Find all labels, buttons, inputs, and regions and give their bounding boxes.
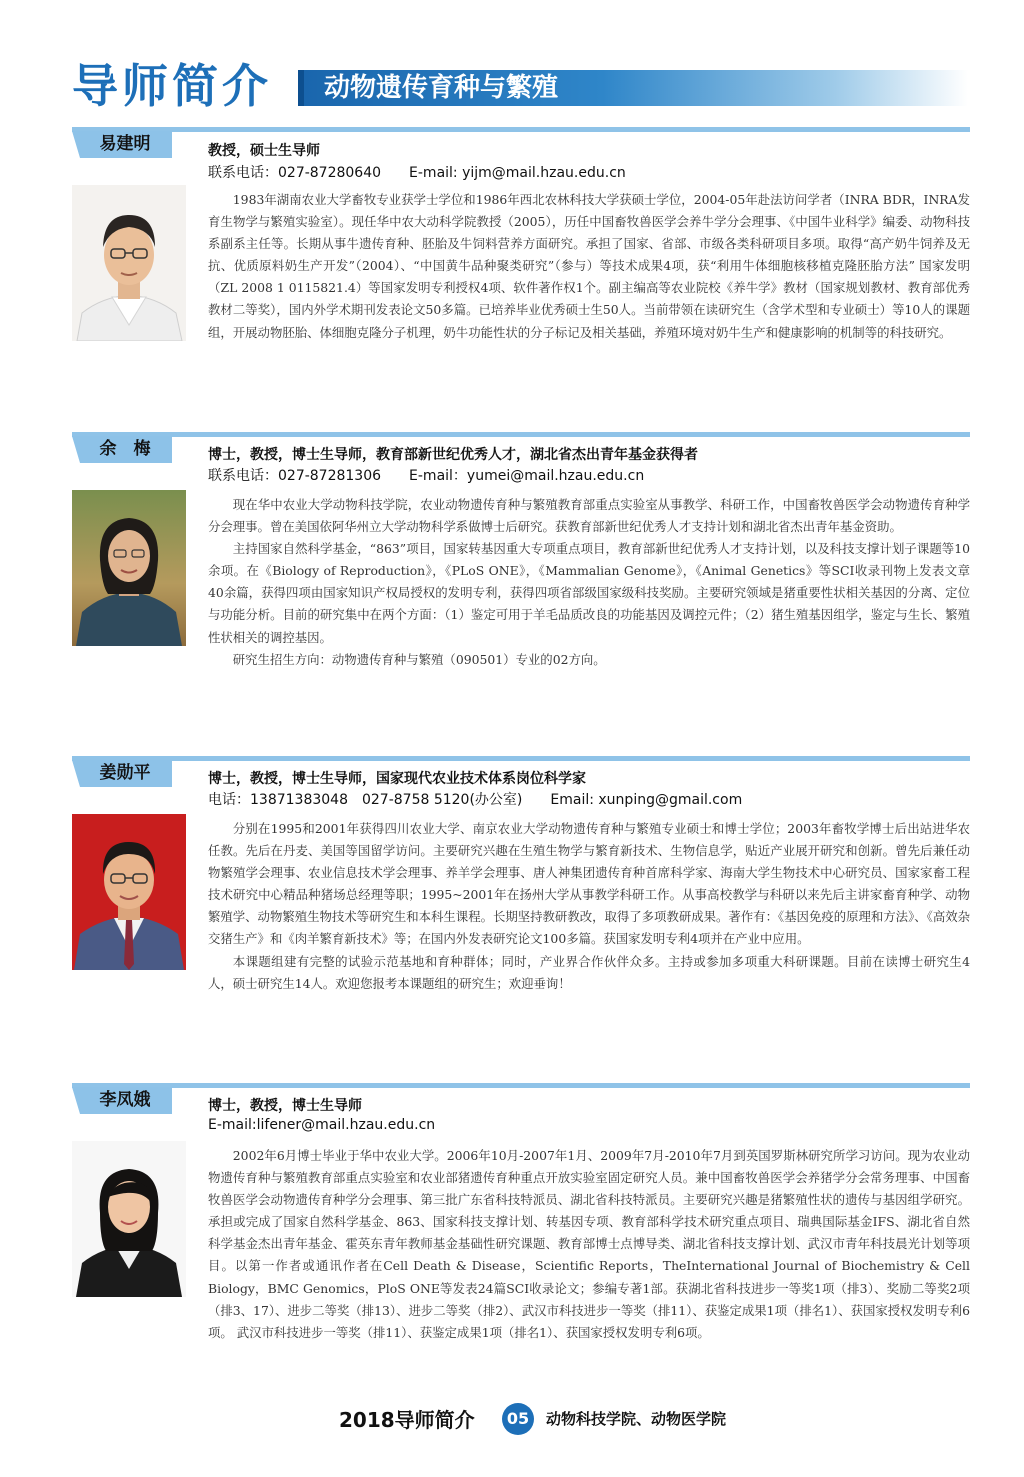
profile-contact (208, 789, 742, 809)
section-divider (72, 127, 970, 132)
page-header (72, 59, 972, 113)
bio-paragraph: 本课题组建有完整的试验示范基地和育种群体；同时，产业界合作伙伴众多。主持或参加多项重大科研课题。目前在读博士研究生4人，硕士研究生14人。欢迎您报考本课题组的研究生；欢迎垂询！ (208, 953, 970, 991)
profile-name: 李凤娥 (99, 1090, 151, 1110)
page-title: 导师简介 (72, 59, 272, 113)
profile-title: 博士，教授，博士生导师，国家现代农业技术体系岗位科学家 (208, 771, 586, 787)
profile-section (72, 127, 970, 397)
bio-paragraph: 主持国家自然科学基金，“863”项目，国家转基因重大专项重点项目，教育部新世纪优秀人才支持计划，以及科技支撑计划子课题等10余项。在《Biology of Reproduction》，《PLoS ONE》，《Mammalian Genome》，《Animal Genetics》等SCI收录刊物上发表文章40余篇，获得四项由国家知识产权局授权的发明专利，获得四项省部级国家级科技奖励。主要研究领域是猪重要性状相关基因的分离、定位与功能分析。目前的研究集中在两个方面：（1）鉴定可用于羊毛品质改良的功能基因及调控元件；（2）猪生殖基因组学，鉴定与生长、繁殖性状相关的调控基因。 (208, 541, 970, 645)
profile-section (72, 756, 970, 1046)
bio-paragraph: 2002年6月博士毕业于华中农业大学。2006年10月-2007年1月、2009年7月-2010年7月到英国罗斯林研究所学习访问。现为农业动物遗传育种与繁殖教育部重点实验室和农业部猪遗传育种重点开放实验室固定研究人员。兼中国畜牧兽医学会养猪学分会常务理事、中国畜牧兽医学会动物遗传育种学分会理事、第三批广东省科技特派员、湖北省科技特派员。主要研究兴趣是猪繁殖性状的遗传与基因组学研究。承担或完成了国家自然科学基金、863、国家科技支撑计划、转基因专项、教育部科学技术研究重点项目、瑞典国际基金IFS、湖北省自然科学基金杰出青年基金、霍英东青年教师基金基础性研究课题、教育部博士点博导类、湖北省科技支撑计划、武汉市青年科技晨光计划等项目。以第一作者或通讯作者在Cell Death & Disease，Scientific Reports，TheInternational Journal of Biochemistry & Cell Biology，BMC Genomics，PloS ONE等发表24篇SCI收录论文；参编专著1部。获湖北省科技进步一等奖1项（排3）、奖励二等奖2项（排3、17）、进步二等奖（排13）、进步二等奖（排2）、武汉市科技进步一等奖（排11）、获鉴定成果1项（排名1）、获国家授权发明专利6项。 武汉市科技进步一等奖（排11）、获鉴定成果1项（排名1）、获国家授权发明专利6项。 (208, 1148, 970, 1340)
portrait-illustration (72, 185, 186, 341)
profile-name: 易建明 (99, 134, 151, 154)
profile-contact (208, 1117, 435, 1133)
profile-email[interactable]: E-mail: yijm@mail.hzau.edu.cn (409, 165, 626, 181)
profile-bio (208, 1145, 970, 1344)
profile-name: 余 梅 (99, 439, 151, 459)
profile-photo (72, 185, 186, 341)
profile-name: 姜勋平 (99, 763, 151, 783)
bio-paragraph: 分别在1995和2001年获得四川农业大学、南京农业大学动物遗传育种与繁殖专业硕士和博士学位；2003年畜牧学博士后出站进华农任教。先后在丹麦、美国等国留学访问。主要研究兴趣在生殖生物学与繁育新技术、生物信息学，贴近产业展开研究和创新。曾先后兼任动物繁殖学会理事、农业信息技术学会理事、养羊学会理事、唐人神集团遗传育种首席科学家、海南大学生物技术中心研究员、国家家畜工程技术研究中心精品种猪场总经理等职；1995~2001年在扬州大学从事教学科研工作。从事高校教学与科研以来先后主讲家畜育种学、动物繁殖学、动物繁殖生物技术等研究生和本科生课程。长期坚持教研教改，取得了多项教研成果。著作有：《基因免疫的原理和方法》、《高效杂交猪生产》和《肉羊繁育新技术》等；在国内外发表研究论文100多篇。获国家发明专利4项并在产业中应用。 (208, 821, 971, 947)
footer-title: 2018导师简介 (339, 1408, 475, 1432)
profile-bio (208, 189, 970, 344)
section-divider (72, 432, 970, 437)
section-divider (72, 1083, 970, 1088)
section-divider (72, 756, 970, 761)
footer-institution: 动物科技学院、动物医学院 (546, 1410, 727, 1428)
bio-paragraph: 现在华中农业大学动物科技学院，农业动物遗传育种与繁殖教育部重点实验室从事教学、科研工作，中国畜牧兽医学会动物遗传育种学分会理事。曾在美国依阿华州立大学动物科学系做博士后研究。获教育部新世纪优秀人才支持计划和湖北省杰出青年基金资助。 (208, 497, 970, 535)
profile-email[interactable]: E-mail：yumei@mail.hzau.edu.cn (409, 468, 645, 484)
profile-section (72, 432, 970, 722)
profile-photo (72, 814, 186, 970)
profile-title: 博士，教授，博士生导师，教育部新世纪优秀人才，湖北省杰出青年基金获得者 (208, 447, 698, 463)
page-footer (0, 1400, 1024, 1440)
bio-paragraph: 1983年湖南农业大学畜牧专业获学士学位和1986年西北农林科技大学获硕士学位，2004-05年赴法访问学者（INRA BDR，INRA发育生物学与繁殖实验室）。现任华中农大动科学院教授（2005），历任中国畜牧兽医学会养牛学分会理事、《中国牛业科学》编委、动物科技系副系主任等。长期从事牛遗传育种、胚胎及牛饲料营养方面研究。承担了国家、省部、市级各类科研项目多项。取得“高产奶牛饲养及无抗、优质原料奶生产开发”（2004）、“中国黄牛品种聚类研究”（参与）等技术成果4项，获“利用牛体细胞核移植克隆胚胎方法” 国家发明（ZL 2008 1 0115821.4）等国家发明专利授权4项、软件著作权1个。副主编高等农业院校《养牛学》教材（国家规划教材、教育部优秀教材二等奖），国内外学术期刊发表论文50多篇。已培养毕业优秀硕士生50人。当前带领在读研究生（含学术型和专业硕士）等10人的课题组，开展动物胚胎、体细胞克隆分子机理，奶牛功能性状的分子标记及相关基础，养殖环境对奶牛生产和健康影响的机制等的科技研究。 (208, 192, 970, 340)
profile-title: 教授，硕士生导师 (208, 143, 320, 159)
profile-title: 博士，教授，博士生导师 (208, 1098, 362, 1114)
profile-phone: 联系电话：027-87280640 (208, 165, 382, 181)
profile-contact (208, 465, 644, 485)
bio-paragraph: 研究生招生方向：动物遗传育种与繁殖（090501）专业的02方向。 (232, 651, 606, 667)
profile-bio (208, 818, 970, 995)
page-number-badge: 05 (502, 1403, 534, 1435)
profile-photo (72, 490, 186, 646)
profile-email[interactable]: Email: xunping@gmail.com (550, 792, 743, 808)
portrait-illustration (72, 1141, 186, 1297)
profile-bio (208, 494, 970, 671)
profile-phone: 电话：13871383048 027-8758 5120(办公室) (208, 792, 523, 808)
portrait-illustration (72, 814, 186, 970)
profile-contact (208, 162, 626, 182)
profile-email[interactable]: E-mail:lifener@mail.hzau.edu.cn (208, 1117, 436, 1133)
portrait-illustration (72, 490, 186, 646)
profile-section (72, 1083, 970, 1393)
profile-photo (72, 1141, 186, 1297)
profile-phone: 联系电话：027-87281306 (208, 468, 382, 484)
page-subtitle: 动物遗传育种与繁殖 (324, 73, 559, 103)
